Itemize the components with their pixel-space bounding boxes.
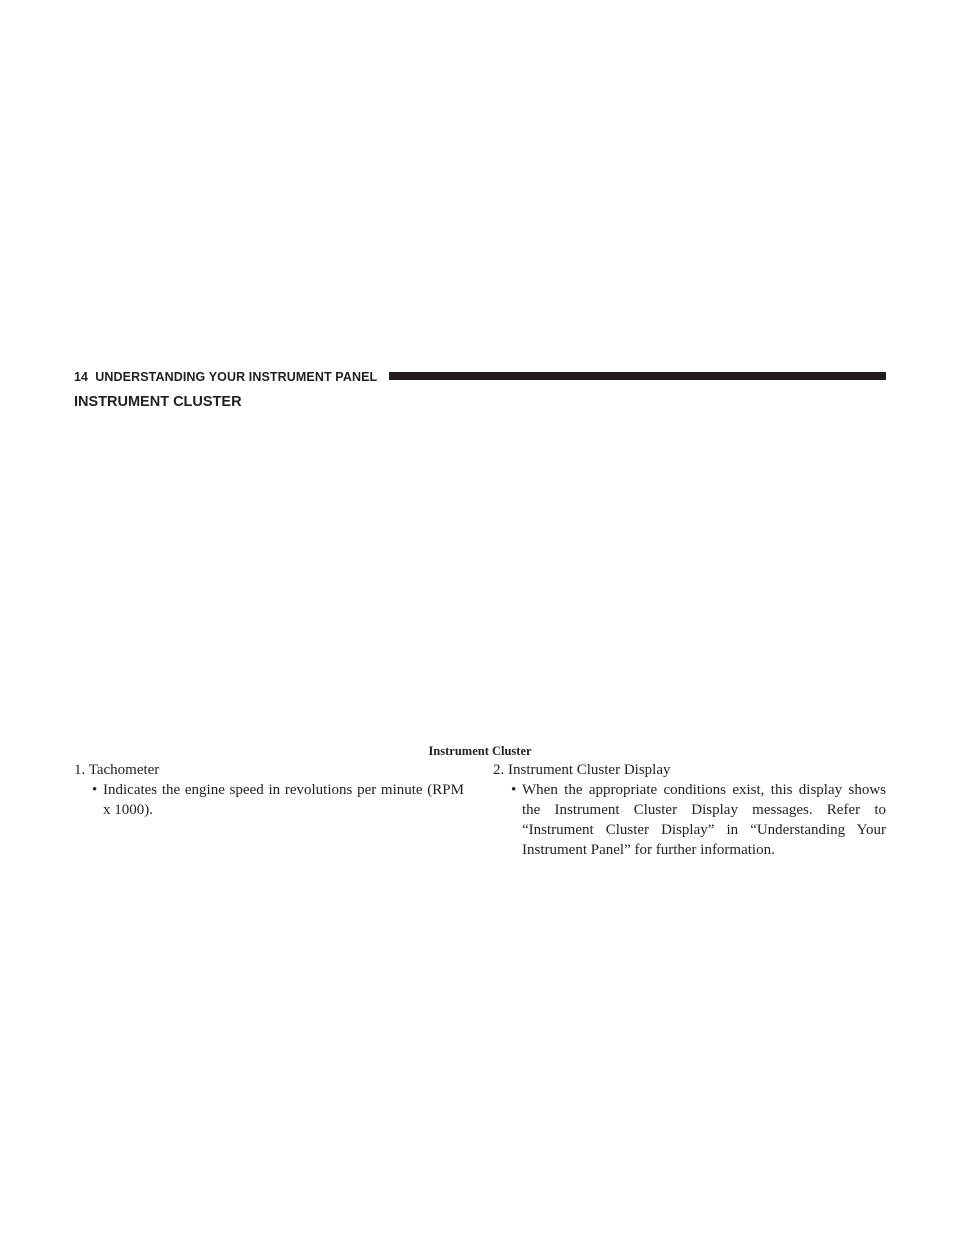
item-title: 2. Instrument Cluster Display [493,762,671,778]
item-title: 1. Tachometer [74,762,160,778]
running-header [74,368,886,388]
figure-caption: Instrument Cluster [428,744,532,758]
bullet-icon: • [511,782,517,798]
bullet-icon: • [92,782,98,798]
bullet-text: When the appropriate conditions exist, this display shows the Instrument Cluster Display messages. Refer to “Instrument Cluster Display” in “Understanding Your Instrument Panel” for further information. [522,782,886,858]
item-bullet [92,780,464,820]
instrument-cluster-figure [74,420,886,738]
item-bullet [511,780,886,860]
section-title: INSTRUMENT CLUSTER [74,394,242,410]
page-number: 14 [74,370,89,384]
header-rule [389,372,886,380]
item-tachometer [74,760,464,835]
chapter-title: UNDERSTANDING YOUR INSTRUMENT PANEL [95,370,378,384]
header-text [74,370,377,384]
bullet-text: Indicates the engine speed in revolutions per minute (RPM x 1000). [103,782,464,818]
item-instrument-cluster-display [493,760,886,875]
